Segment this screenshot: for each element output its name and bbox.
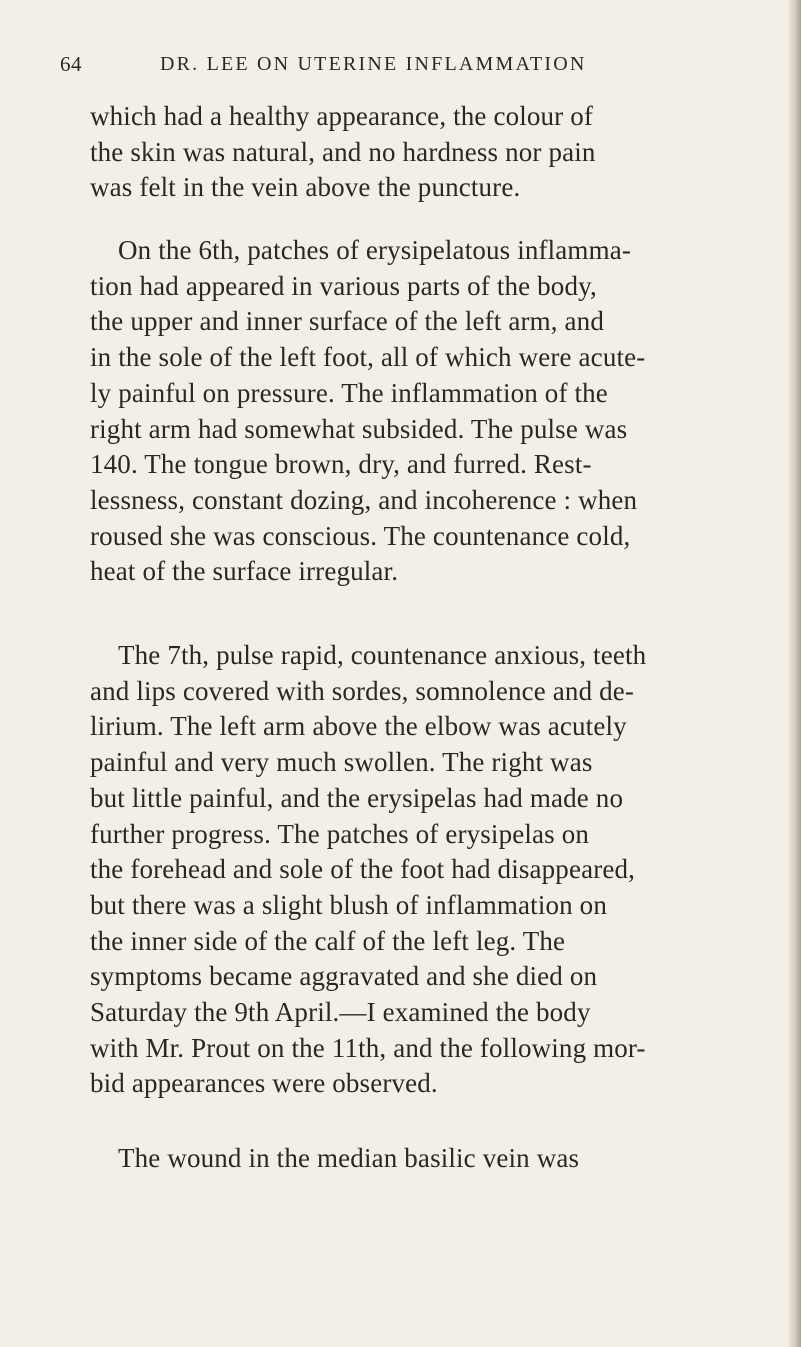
paragraph-4 (90, 1141, 740, 1177)
text-line: in the sole of the left foot, all of which were acute- (90, 342, 646, 373)
running-head: DR. LEE ON UTERINE INFLAMMATION (160, 53, 587, 75)
text-line: roused she was conscious. The countenance cold, (90, 520, 631, 551)
page-header (60, 52, 740, 82)
text-line: lirium. The left arm above the elbow was acutely (90, 711, 627, 742)
paragraph-1 (90, 99, 740, 206)
text-line: the skin was natural, and no hardness nor pain (90, 136, 596, 167)
text-line: symptoms became aggravated and she died on (90, 961, 598, 992)
text-line: was felt in the vein above the puncture. (90, 172, 521, 203)
paragraph-2 (90, 233, 740, 590)
text-line: and lips covered with sordes, somnolence and de- (90, 675, 635, 706)
text-line: with Mr. Prout on the 11th, and the following mor- (90, 1032, 646, 1063)
text-line: but there was a slight blush of inflammation on (90, 889, 607, 920)
text-line: heat of the surface irregular. (90, 556, 399, 587)
text-line: On the 6th, patches of erysipelatous inflamma- (118, 235, 632, 265)
page-edge-shadow (787, 0, 801, 1347)
text-line: ly painful on pressure. The inflammation of the (90, 377, 608, 408)
text-line: 140. The tongue brown, dry, and furred. Rest- (90, 449, 592, 480)
text-line: lessness, constant dozing, and incoherence : when (90, 484, 638, 515)
text-line: but little painful, and the erysipelas had made no (90, 782, 624, 813)
text-line: right arm had somewhat subsided. The pulse was (90, 413, 628, 444)
text-line: Saturday the 9th April.—I examined the body (90, 997, 591, 1028)
text-line: painful and very much swollen. The right was (90, 747, 593, 778)
text-line: further progress. The patches of erysipelas on (90, 818, 589, 849)
text-line: the forehead and sole of the foot had disappeared, (90, 854, 636, 885)
text-line: the inner side of the calf of the left leg. The (90, 925, 566, 956)
page-number: 64 (60, 52, 82, 76)
text-line: the upper and inner surface of the left arm, and (90, 306, 604, 337)
text-line: which had a healthy appearance, the colour of (90, 101, 594, 131)
text-line: tion had appeared in various parts of the body, (90, 270, 597, 301)
paragraph-3 (90, 638, 740, 1102)
text-line: bid appearances were observed. (90, 1068, 438, 1099)
text-line: The 7th, pulse rapid, countenance anxious, teeth (118, 640, 647, 670)
text-line: The wound in the median basilic vein was (118, 1143, 580, 1173)
